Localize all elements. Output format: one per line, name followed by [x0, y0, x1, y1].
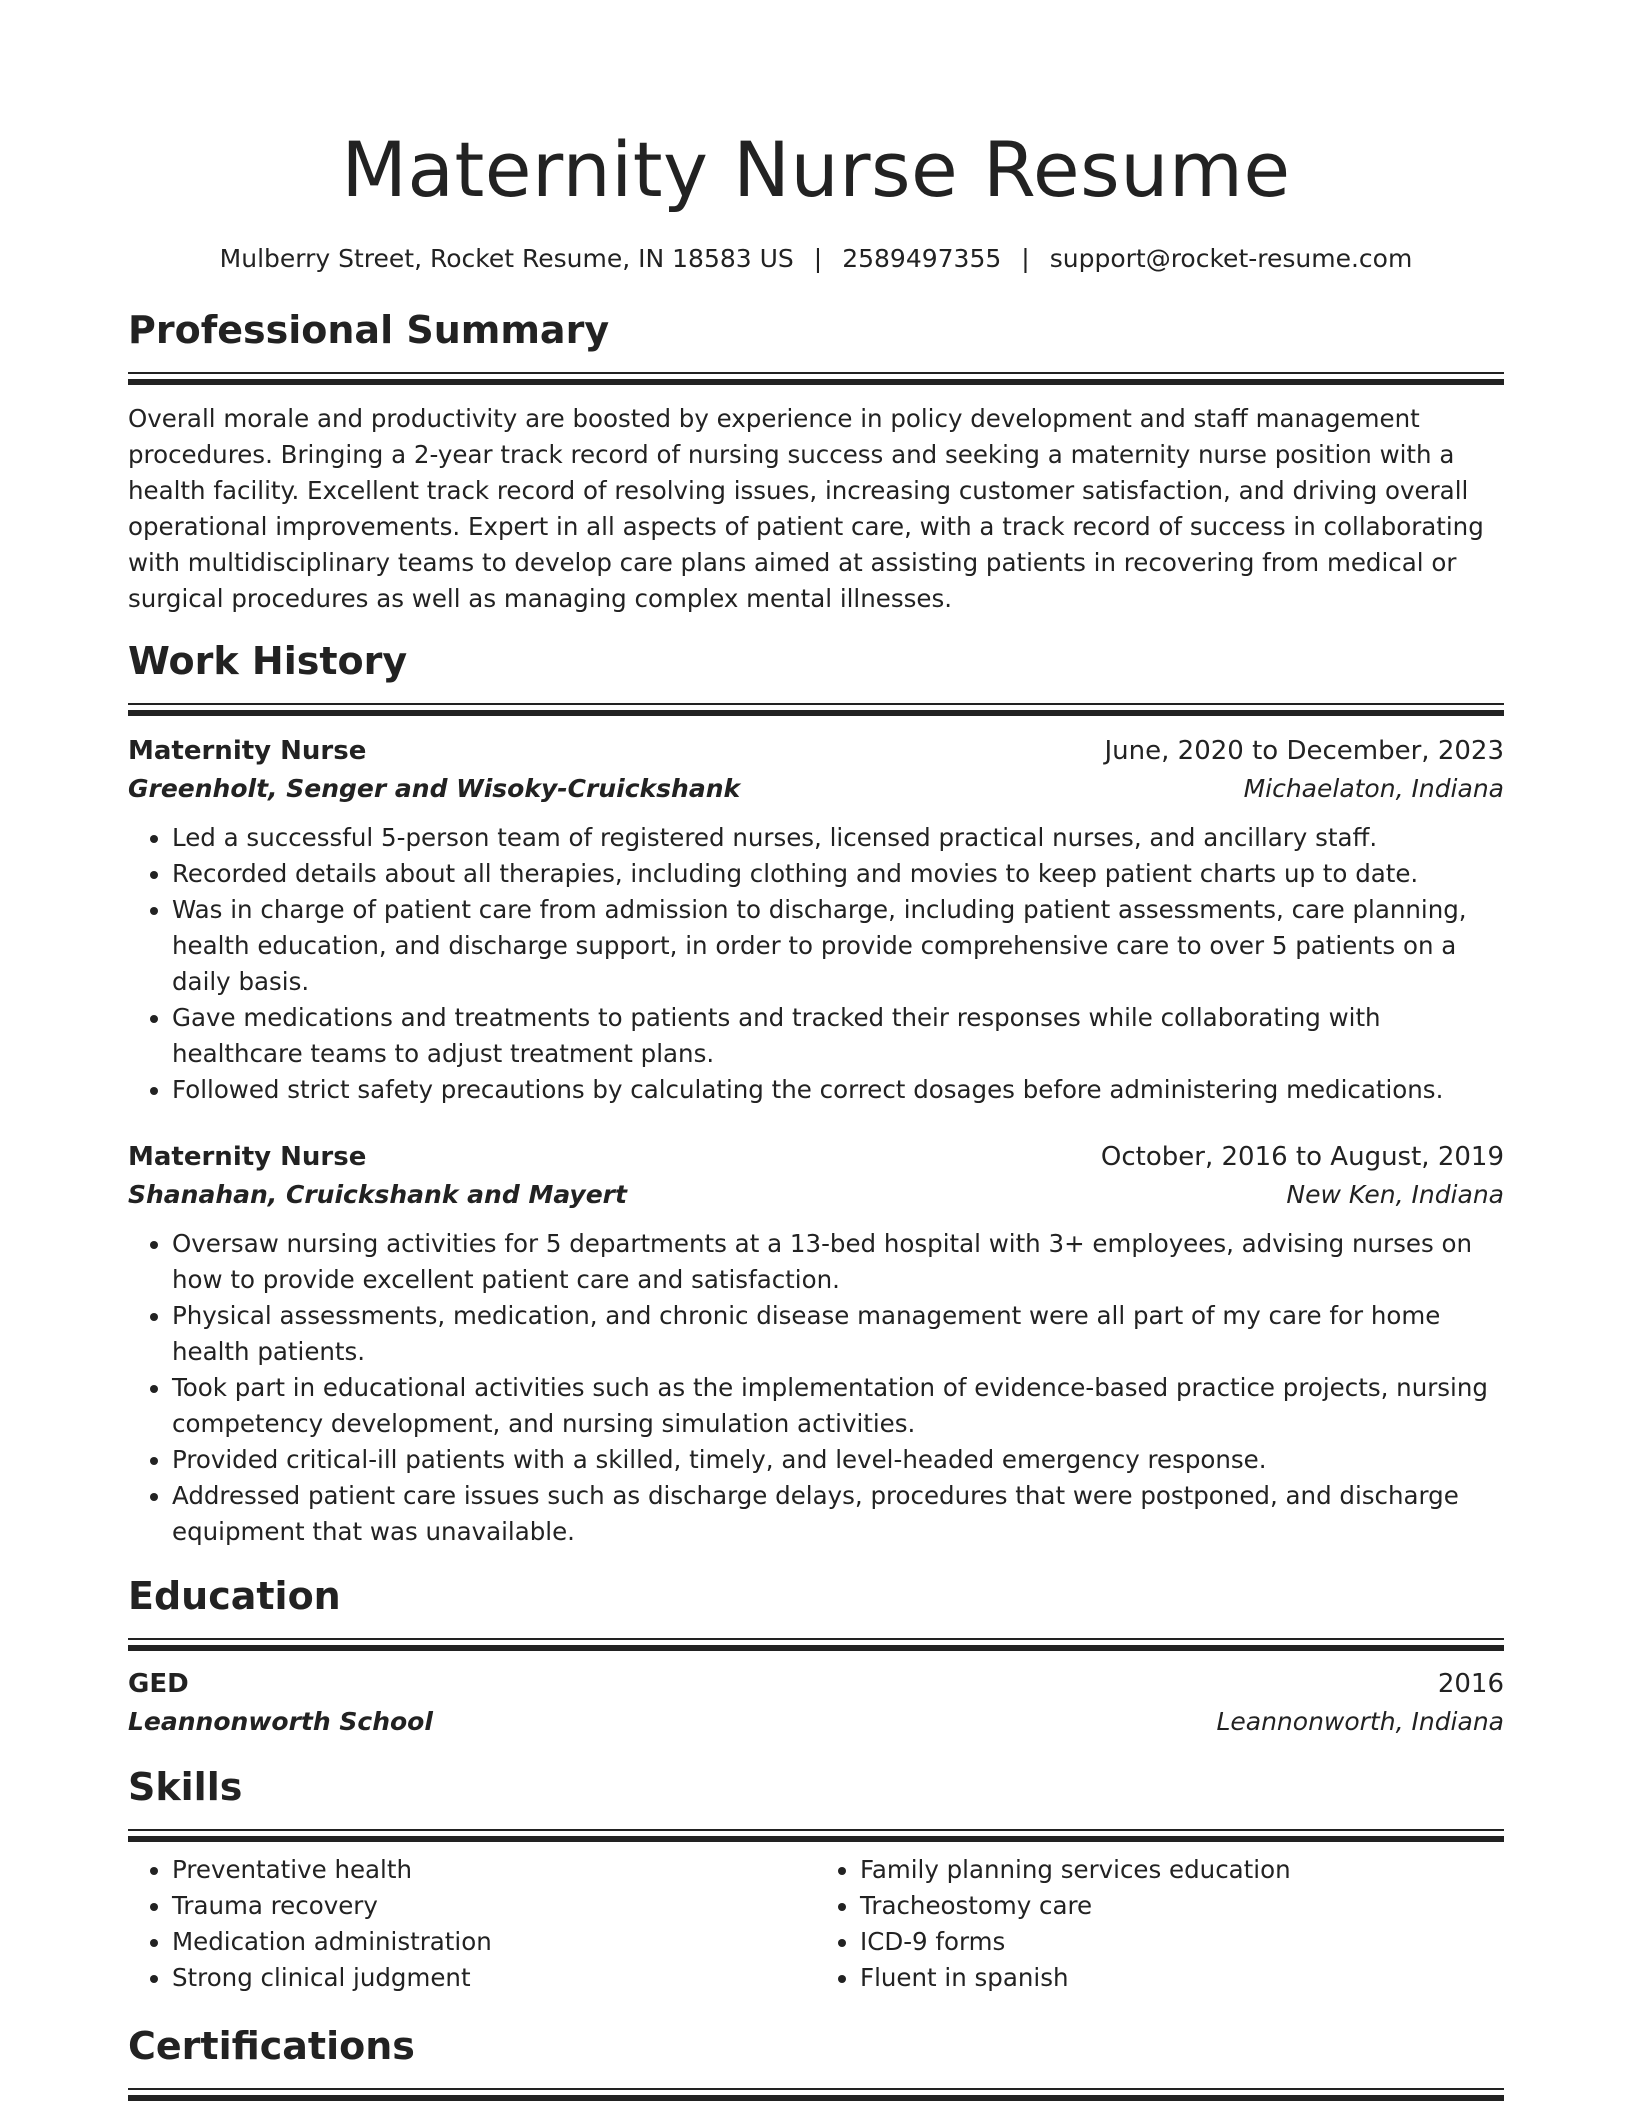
list-item: • ICD-9 forms: [860, 1924, 1504, 1960]
list-item: • Was in charge of patient care from admission to discharge, including patient assessments, care planning, health education, and discharge support, in order to provide comprehensive care to over 5 patients on a daily basis.: [172, 892, 1504, 1000]
list-item: • Fluent in spanish: [860, 1960, 1504, 1996]
section-heading-skills: Skills: [128, 1765, 243, 1809]
list-item: • Preventative health: [172, 1852, 816, 1888]
section-divider: [128, 1829, 1504, 1842]
job-employer-row: [128, 770, 1504, 808]
list-item: • Followed strict safety precautions by calculating the correct dosages before administering medications.: [172, 1072, 1504, 1108]
education-section: [128, 1572, 1504, 1741]
list-item: • Gave medications and treatments to patients and tracked their responses while collaborating with healthcare teams to adjust treatment plans.: [172, 1000, 1504, 1072]
education-header-row: [128, 1665, 1504, 1703]
job-location: New Ken, Indiana: [1286, 1180, 1504, 1209]
job-dates: October, 2016 to August, 2019: [1100, 1142, 1504, 1172]
job-title: Maternity Nurse: [128, 736, 367, 766]
summary-text: Overall morale and productivity are boosted by experience in policy development and staff management procedures. Bringing a 2-year track record of nursing success and seeking a maternity nurse position with a health facility. Excellent track record of resolving issues, increasing customer satisfaction, and driving overall operational improvements. Expert in all aspects of patient care, with a track record of success in collaborating with multidisciplinary teams to develop care plans aimed at assisting patients in recovering from medical or surgical procedures as well as managing complex mental illnesses.: [128, 404, 1484, 613]
job-employer: Greenholt, Senger and Wisoky-Cruickshank: [128, 774, 741, 803]
list-item: • Family planning services education: [860, 1852, 1504, 1888]
education-location: Leannonworth, Indiana: [1216, 1707, 1504, 1736]
contact-phone: 2589497355: [842, 244, 1002, 273]
list-item: • Led a successful 5-person team of registered nurses, licensed practical nurses, and ancillary staff.: [172, 820, 1504, 856]
list-item: • Physical assessments, medication, and chronic disease management were all part of my care for home health patients.: [172, 1298, 1504, 1370]
list-item: • Addressed patient care issues such as discharge delays, procedures that were postponed, and discharge equipment that was unavailable.: [172, 1478, 1504, 1550]
education-school: Leannonworth School: [128, 1707, 433, 1736]
job-header-row: [128, 1138, 1504, 1176]
list-item: • Trauma recovery: [172, 1888, 816, 1924]
list-item: • Recorded details about all therapies, including clothing and movies to keep patient charts up to date.: [172, 856, 1504, 892]
job-bullets: [128, 1226, 1504, 1550]
education-entry: [128, 1665, 1504, 1741]
contact-separator: |: [813, 244, 823, 273]
job-bullets: [128, 820, 1504, 1108]
skills-list-left: [128, 1852, 816, 1996]
education-degree: GED: [128, 1669, 189, 1699]
job-entry: [128, 1138, 1504, 1550]
list-item: • Provided critical-ill patients with a skilled, timely, and level-headed emergency response.: [172, 1442, 1504, 1478]
education-school-row: [128, 1703, 1504, 1741]
section-heading-certifications: Certifications: [128, 2024, 415, 2068]
job-employer-row: [128, 1176, 1504, 1214]
skills-columns: [128, 1852, 1504, 1996]
education-year: 2016: [1437, 1669, 1504, 1699]
section-heading-work: Work History: [128, 639, 408, 683]
list-item: • Oversaw nursing activities for 5 departments at a 13-bed hospital with 3+ employees, advising nurses on how to provide excellent patient care and satisfaction.: [172, 1226, 1504, 1298]
job-entry: [128, 732, 1504, 1108]
job-location: Michaelaton, Indiana: [1243, 774, 1504, 803]
section-divider: [128, 2088, 1504, 2101]
contact-address: Mulberry Street, Rocket Resume, IN 18583 US: [219, 244, 794, 273]
certifications-section: [128, 2022, 1504, 2101]
list-item: • Took part in educational activities such as the implementation of evidence-based practice projects, nursing competency development, and nursing simulation activities.: [172, 1370, 1504, 1442]
contact-separator: |: [1021, 244, 1030, 273]
job-dates: June, 2020 to December, 2023: [1104, 736, 1504, 766]
section-heading-education: Education: [128, 1574, 341, 1618]
list-item: • Medication administration: [172, 1924, 816, 1960]
section-heading-summary: Professional Summary: [128, 308, 610, 352]
job-header-row: [128, 732, 1504, 770]
contact-email: support@rocket-resume.com: [1049, 244, 1413, 273]
job-title: Maternity Nurse: [128, 1142, 367, 1172]
section-divider: [128, 372, 1504, 385]
contact-line: [128, 244, 1504, 274]
section-divider: [128, 703, 1504, 716]
resume-title: Maternity Nurse Resume: [341, 125, 1291, 214]
work-history-section: [128, 637, 1504, 1550]
section-divider: [128, 1638, 1504, 1651]
skills-section: [128, 1763, 1504, 1996]
job-employer: Shanahan, Cruickshank and Mayert: [128, 1180, 627, 1209]
skills-list-right: [816, 1852, 1504, 1996]
list-item: • Strong clinical judgment: [172, 1960, 816, 1996]
list-item: • Tracheostomy care: [860, 1888, 1504, 1924]
summary-section: [128, 306, 1504, 617]
